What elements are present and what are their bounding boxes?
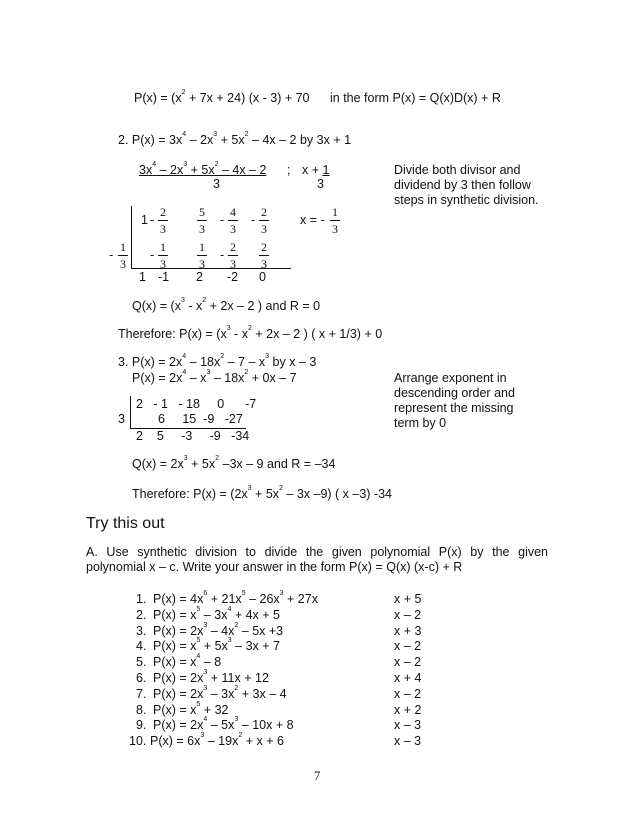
problem-divisor: x + 4	[394, 671, 422, 685]
frac-num: 1	[120, 240, 126, 254]
example2-title: 2. $P(x) = 3x^4 - 2x^3 + 5x^2 - 4x - 2$ by 3x + 1	[118, 131, 352, 147]
problem-divisor: x – 2	[394, 639, 422, 654]
example3-therefore: Therefore: $P(x) = (2x^3 + 5x^2 - 3x$ –9) ( x –3) -34	[132, 485, 393, 501]
example2-therefore: Therefore: $P(x) = (x^3 - x^2 + 2x - 2$ ) ( x + 1/3) + 0	[118, 325, 383, 341]
problem-polynomial: $P(x) = 2x^3 + 11x + 12$	[153, 669, 269, 685]
problem-polynomial: $P(x) = 2x^3 - 3x^2 + 3x - 4$	[153, 684, 287, 701]
product-fraction-sign: -	[220, 248, 225, 262]
problem-polynomial: $P(x) = x^4 - 8$	[153, 653, 222, 670]
problem-polynomial: $P(x) = x^5 + 5x^3 - 3x + 7$	[153, 637, 280, 654]
frac-num: 1	[199, 240, 205, 254]
product-fraction	[228, 241, 238, 270]
x-value-label: x = -	[300, 213, 325, 227]
note-line: dividend by 3 then follow	[394, 178, 531, 192]
coefficient-fraction	[228, 206, 238, 235]
frac-den: 3	[332, 222, 338, 236]
example3-row2: 6 15 -9 -27	[158, 412, 243, 426]
product-fraction	[158, 241, 168, 270]
problem-number: 2.	[136, 607, 147, 622]
note-line: descending order and	[394, 386, 515, 400]
problem-number: 4.	[136, 639, 147, 654]
product-fraction	[259, 241, 269, 270]
root-sign: -	[109, 248, 114, 262]
problem-number: 10.	[129, 734, 147, 749]
problem-number: 1.	[136, 592, 147, 606]
problem-divisor: x + 3	[394, 623, 422, 638]
example3-quotient: $Q(x) = 2x^3 + 5x^2$ –3x – 9 and R = –34	[132, 455, 336, 471]
problem-polynomial: $P(x) = 2x^3 - 4x^2 - 5x +3$	[153, 621, 284, 638]
example2-dividend-numerator: $3x^4 - 2x^3 + 5x^2 - 4x - 2$	[139, 161, 267, 177]
example2-separator: ;	[287, 163, 291, 177]
problem-number: 6.	[136, 671, 147, 685]
note-line: represent the missing	[394, 401, 514, 415]
frac-num: 4	[230, 205, 236, 219]
note-line: Divide both divisor and	[394, 163, 521, 177]
coefficient-fraction	[158, 206, 168, 235]
synthetic-division-bracket	[130, 396, 131, 428]
example2-quotient: $Q(x) = (x^3 - x^2 + 2x - 2$ ) and R = 0	[132, 297, 321, 313]
problem-polynomial: $P(x) = 4x^6 + 21x^5 - 26x^3 + 27x$	[153, 590, 318, 606]
row1-lead: 1	[141, 213, 148, 227]
frac-den: 3	[160, 222, 166, 236]
result-value: 1	[139, 270, 146, 284]
problem-divisor: x – 3	[394, 718, 422, 733]
problem-divisor: x – 2	[394, 655, 422, 670]
problem-divisor: x – 3	[394, 734, 422, 749]
coefficient-fraction	[259, 206, 269, 235]
result-value: 0	[259, 270, 266, 284]
example3-row3: 2 5 -3 -9 -34	[136, 429, 250, 443]
frac-num: 2	[261, 205, 267, 219]
coefficient-fraction-sign: -	[150, 213, 155, 227]
frac-den: 3	[199, 222, 205, 236]
note-line: steps in synthetic division.	[394, 193, 539, 207]
product-fraction-sign: -	[150, 248, 155, 262]
root-fraction	[118, 241, 128, 270]
problem-divisor: x – 2	[394, 607, 422, 622]
example2-dividend-denominator: 3	[213, 177, 220, 191]
example3-rearranged: $P(x) = 2x^4 - x^3 - 18x^2 + 0x - 7$	[132, 369, 297, 385]
frac-den: 3	[160, 257, 166, 271]
problem-divisor: x – 2	[394, 686, 422, 701]
problem-polynomial: $P(x) = x^5 + 32$	[153, 700, 229, 717]
product-fraction	[197, 241, 207, 270]
form-statement: in the form P(x) = Q(x)D(x) + R	[330, 91, 501, 105]
example3-root: 3	[118, 412, 125, 426]
problem-divisor: x + 2	[394, 702, 422, 717]
frac-num: 2	[261, 240, 267, 254]
example3-title: 3. $P(x) = 2x^4 - 18x^2 - 7 - x^3$ by x – 3	[118, 353, 317, 369]
problem-number: 3.	[136, 623, 147, 638]
coefficient-fraction-sign: -	[220, 213, 225, 227]
instruction-line-2: polynomial x – c. Write your answer in the form P(x) = Q(x) (x-c) + R	[86, 560, 463, 574]
frac-den: 3	[199, 257, 205, 271]
example2-divisor-numerator: x + 1	[302, 163, 330, 177]
x-value-fraction	[330, 206, 340, 235]
frac-num: 2	[160, 205, 166, 219]
page-number: 7	[314, 769, 321, 783]
problem-number: 7.	[136, 686, 147, 701]
frac-den: 3	[261, 222, 267, 236]
synthetic-division-bracket	[131, 206, 132, 268]
problem-polynomial: $P(x) = 2x^4 - 5x^3 - 10x + 8$	[153, 716, 294, 733]
result-value: 2	[196, 270, 203, 284]
example1-equation: $P(x) = (x^2 + 7x + 24)$ (x - 3) + 70	[134, 89, 310, 105]
instruction-line-1: A. Use synthetic division to divide the given polynomial P(x) by the given	[86, 545, 548, 559]
frac-den: 3	[230, 257, 236, 271]
frac-den: 3	[120, 257, 126, 271]
frac-num: 5	[199, 205, 205, 219]
result-value: -1	[158, 270, 170, 284]
frac-den: 3	[261, 257, 267, 271]
frac-num: 1	[160, 240, 166, 254]
problem-number: 5.	[136, 655, 147, 670]
coefficient-fraction	[197, 206, 207, 235]
note-line: Arrange exponent in	[394, 371, 507, 385]
example3-row1: 2 - 1 - 18 0 -7	[136, 397, 257, 411]
result-value: -2	[227, 270, 239, 284]
coefficient-fraction-sign: -	[251, 213, 256, 227]
section-heading: Try this out	[86, 515, 165, 532]
problem-number: 9.	[136, 718, 147, 733]
frac-den: 3	[230, 222, 236, 236]
problem-polynomial: $P(x) = x^5 - 3x^4 + 4x + 5$	[153, 605, 280, 622]
frac-num: 2	[230, 240, 236, 254]
problem-polynomial: $P(x) = 6x^3 - 19x^2 + x + 6$	[150, 732, 284, 749]
problem-number: 8.	[136, 702, 147, 717]
problem-divisor: x + 5	[394, 592, 422, 606]
example2-divisor-denominator: 3	[317, 177, 324, 191]
frac-num: 1	[332, 205, 338, 219]
note-line: term by 0	[394, 416, 447, 430]
